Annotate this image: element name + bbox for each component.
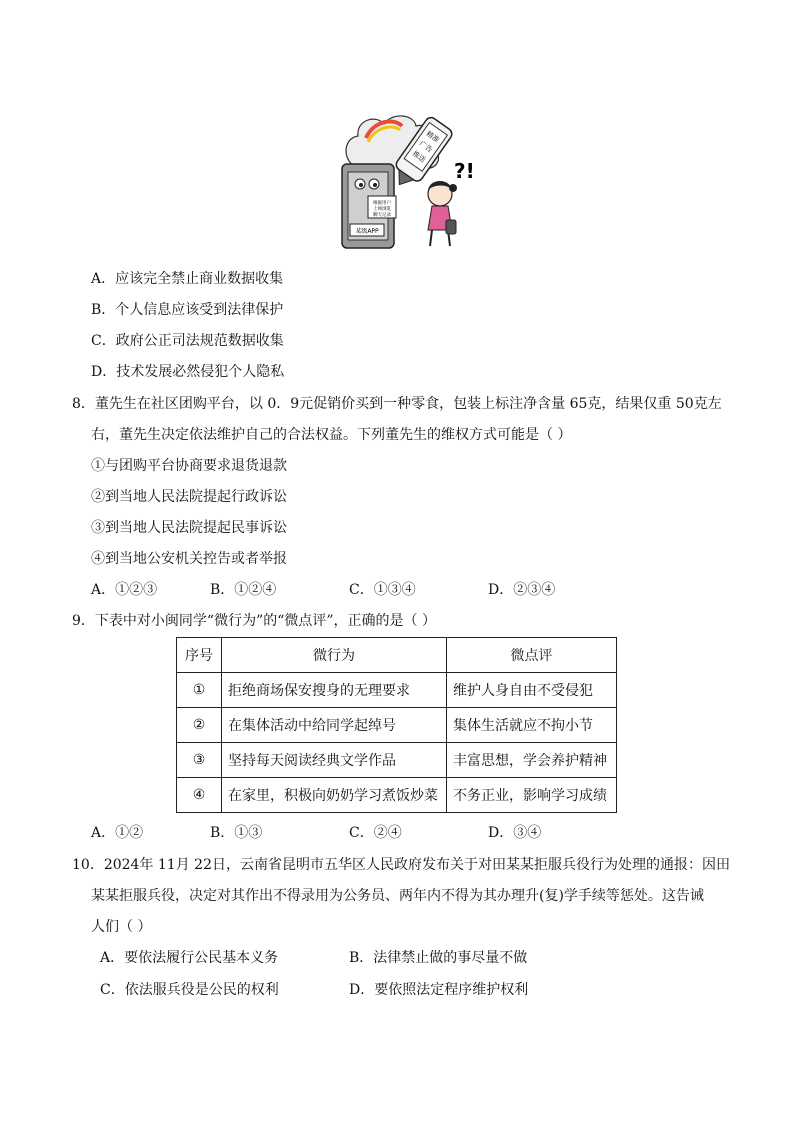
q10-option-c: C．依法服兵役是公民的权利 <box>100 982 279 998</box>
q8-option-b: B．①②④ <box>210 582 277 598</box>
question-exclaim-marks: ?! <box>454 159 475 183</box>
q8-statement-4: ④到当地公安机关控告或者举报 <box>91 551 287 567</box>
q7-option-a: A．应该完全禁止商业数据收集 <box>91 271 284 287</box>
table-row <box>177 778 617 813</box>
table-cell: 在家里，积极向奶奶学习煮饭炒菜 <box>222 778 447 813</box>
table-header-cell: 微点评 <box>447 638 617 673</box>
svg-text:根据用户: 根据用户 <box>373 201 391 206</box>
svg-text:推送: 推送 <box>410 149 427 164</box>
table-cell: 坚持每天阅读经典文学作品 <box>222 743 447 778</box>
table-cell: ① <box>177 673 222 708</box>
q10-stem-line1: 10．2024年 11月 22日，云南省昆明市五华区人民政府发布关于对田某某拒服兵役行为处理的通报：因田 <box>72 857 730 873</box>
table-cell: ③ <box>177 743 222 778</box>
q7-option-d: D．技术发展必然侵犯个人隐私 <box>91 364 285 380</box>
q7-option-b: B．个人信息应该受到法律保护 <box>91 302 284 318</box>
table-header-cell: 微行为 <box>222 638 447 673</box>
q10-option-a: A．要依法履行公民基本义务 <box>100 950 279 966</box>
q9-option-a: A．①② <box>91 825 144 841</box>
q9-option-c: C．②④ <box>349 825 402 841</box>
table-cell: 在集体活动中给同学起绰号 <box>222 708 447 743</box>
q9-option-b: B．①③ <box>210 825 263 841</box>
table-header-cell: 序号 <box>177 638 222 673</box>
table-cell: 集体生活就应不拘小节 <box>447 708 617 743</box>
q10-stem-line3: 人们（ ） <box>91 919 152 935</box>
q8-statement-3: ③到当地人民法院提起民事诉讼 <box>91 520 287 536</box>
q8-option-c: C．①③④ <box>349 582 416 598</box>
privacy-cartoon-illustration <box>336 108 475 250</box>
q8-stem-line1: 8．董先生在社区团购平台，以 0．9元促销价买到一种零食，包装上标注净含量 65克，结果仅重 50克左 <box>72 396 722 412</box>
q8-option-a: A．①②③ <box>91 582 158 598</box>
table-cell: 维护人身自由不受侵犯 <box>447 673 617 708</box>
svg-text:广告: 广告 <box>417 139 434 155</box>
svg-text:聊天记录: 聊天记录 <box>373 213 391 218</box>
table-cell: ④ <box>177 778 222 813</box>
q8-stem-line2: 右，董先生决定依法维护自己的合法权益。下列董先生的维权方式可能是（ ） <box>91 427 572 443</box>
q9-stem: 9．下表中对小闽同学“微行为”的“微点评”，正确的是（ ） <box>72 613 436 629</box>
table-row <box>177 708 617 743</box>
table-cell: 丰富思想，学会养护精神 <box>447 743 617 778</box>
table-row <box>177 743 617 778</box>
q9-table <box>176 637 617 813</box>
q8-statement-1: ①与团购平台协商要求退货退款 <box>91 458 287 474</box>
q10-stem-line2: 某某拒服兵役，决定对其作出不得录用为公务员、两年内不得为其办理升(复)学手续等惩处。这告诫 <box>91 888 704 904</box>
app-label-text: 某级APP <box>355 228 379 235</box>
q8-option-d: D．②③④ <box>488 582 556 598</box>
q7-option-c: C．政府公正司法规范数据收集 <box>91 333 284 349</box>
table-cell: 拒绝商场保安搜身的无理要求 <box>222 673 447 708</box>
table-cell: ② <box>177 708 222 743</box>
table-row <box>177 673 617 708</box>
q10-option-d: D．要依照法定程序维护权利 <box>349 982 529 998</box>
q8-statement-2: ②到当地人民法院提起行政诉讼 <box>91 489 287 505</box>
q10-option-b: B．法律禁止做的事尽量不做 <box>349 950 528 966</box>
q9-option-d: D．③④ <box>488 825 542 841</box>
svg-text:上网浏览: 上网浏览 <box>373 207 391 212</box>
table-header-row <box>177 638 617 673</box>
table-cell: 不务正业，影响学习成绩 <box>447 778 617 813</box>
ad-sign-text: 精准 <box>424 129 441 145</box>
